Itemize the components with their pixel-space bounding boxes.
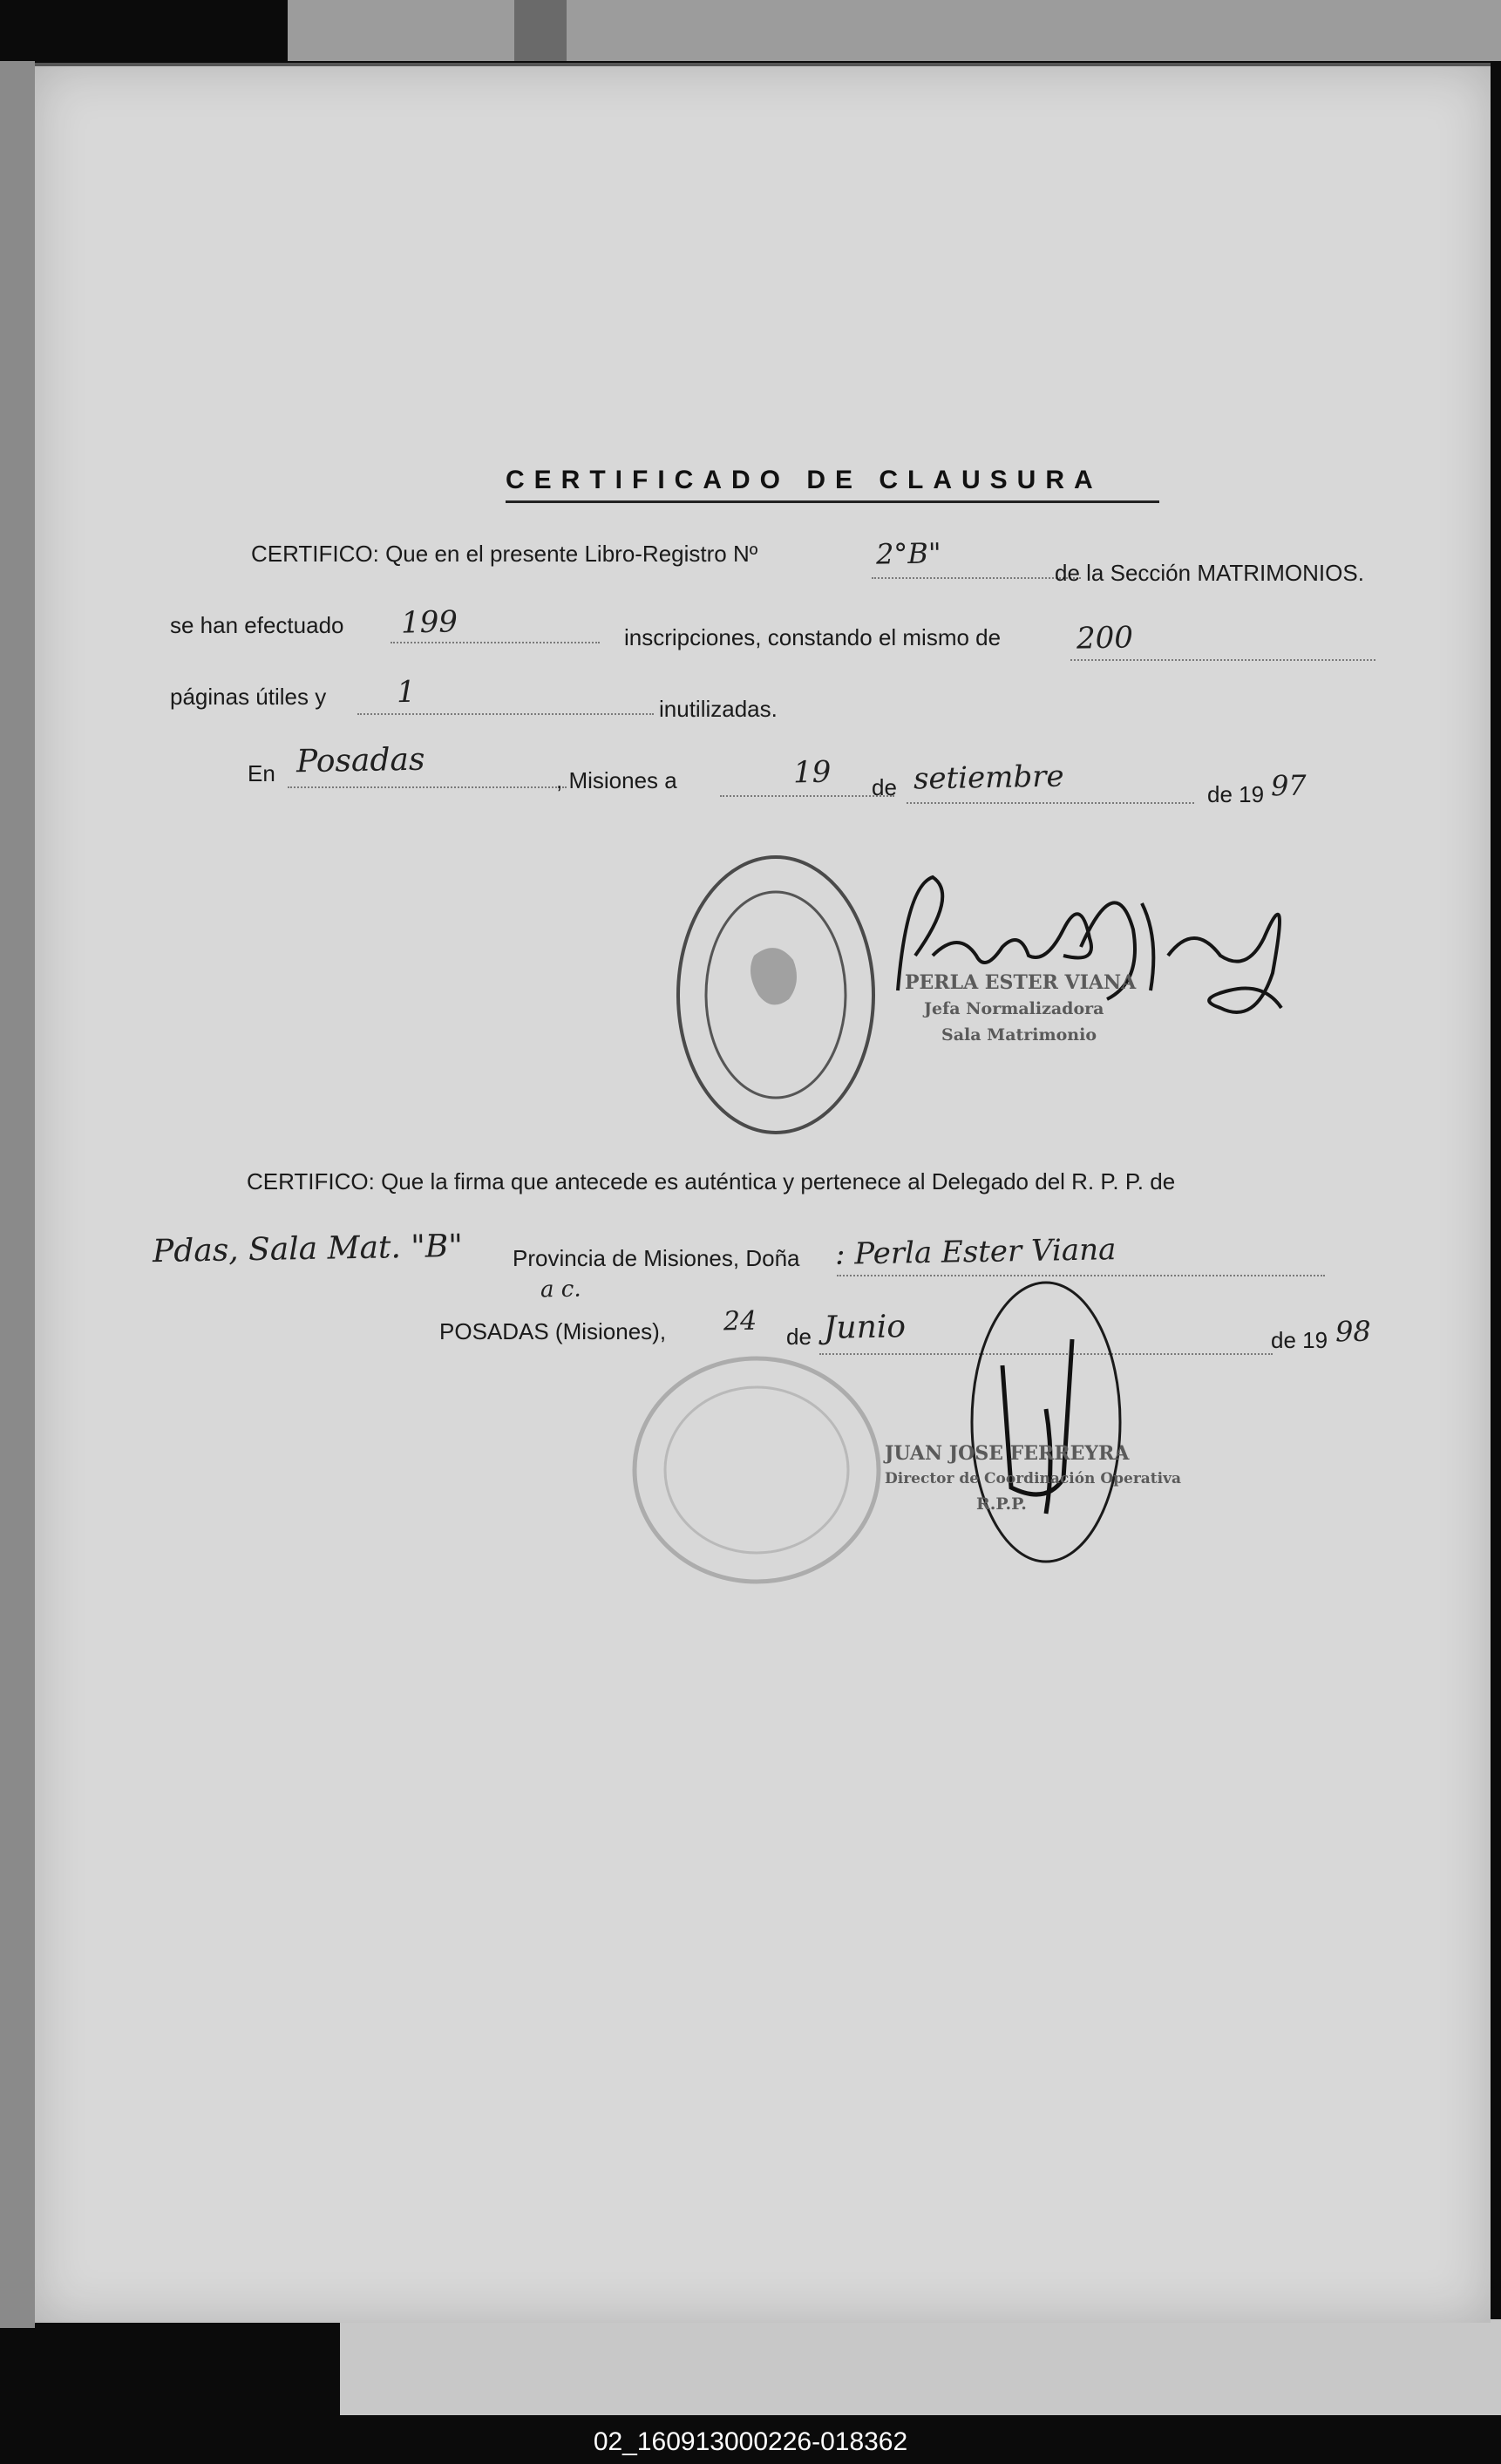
- inscripciones-underline: [391, 642, 600, 643]
- top-page-edge: [288, 0, 1501, 61]
- anio-label-1: de 19: [1207, 781, 1265, 807]
- signer2-role: Director de Coordinación Operativa: [885, 1470, 1182, 1487]
- paginas-value: 200: [1076, 620, 1134, 657]
- document-page: [35, 63, 1491, 2323]
- misiones-label: , Misiones a: [556, 767, 677, 793]
- inutilizadas-label: inutilizadas.: [659, 696, 778, 722]
- inutilizadas-underline: [357, 713, 654, 715]
- certifico-line-1: CERTIFICO: Que en el presente Libro-Registro Nº: [251, 541, 758, 567]
- ciudad-value: Posadas: [295, 741, 425, 780]
- en-label: En: [248, 760, 275, 786]
- inscripciones-label: inscripciones, constando el mismo de: [624, 624, 1002, 650]
- inutilizadas-value: 1: [396, 674, 416, 711]
- inscripciones-value: 199: [400, 604, 458, 641]
- efectuado-label: se han efectuado: [170, 612, 344, 638]
- signature-ferreyra: [950, 1269, 1159, 1601]
- anio-label-2: de 19: [1271, 1327, 1328, 1353]
- de-label-1: de: [872, 774, 897, 800]
- seccion-label: de la Sección MATRIMONIOS.: [1055, 560, 1364, 586]
- book-binding: [0, 61, 35, 2328]
- anio-value-1: 97: [1270, 768, 1307, 803]
- mes-value-2: Junio: [823, 1309, 907, 1346]
- libro-underline: [872, 577, 1081, 579]
- signer1-sala: Sala Matrimonio: [941, 1025, 1097, 1045]
- anio-value-2: 98: [1335, 1314, 1372, 1349]
- persona-sub-value: a c.: [540, 1276, 581, 1303]
- document-title: CERTIFICADO DE CLAUSURA: [506, 466, 1159, 503]
- signer1-role: Jefa Normalizadora: [924, 999, 1104, 1018]
- seal-registro-provincial: [671, 851, 880, 1139]
- signer1-name: PERLA ESTER VIANA: [905, 971, 1137, 994]
- mes-value: setiembre: [913, 759, 1064, 797]
- signer2-name: JUAN JOSE FERREYRA: [885, 1442, 1130, 1465]
- mes-underline: [907, 802, 1194, 804]
- oficina-value: Pdas, Sala Mat. "B": [152, 1228, 464, 1270]
- libro-value: 2°B": [875, 536, 941, 571]
- dia-value-2: 24: [723, 1305, 757, 1338]
- provincia-label: Provincia de Misiones, Doña: [513, 1245, 800, 1271]
- ciudad-underline: [288, 786, 567, 788]
- utiles-label: páginas útiles y: [170, 684, 327, 710]
- signer2-initials: R.P.P.: [976, 1494, 1027, 1514]
- paginas-underline: [1070, 659, 1375, 661]
- page-fold: [514, 0, 567, 61]
- dia-value: 19: [792, 754, 832, 791]
- under-page-edge: [340, 2319, 1501, 2415]
- posadas-label: POSADAS (Misiones),: [439, 1318, 667, 1344]
- persona-value: : Perla Ester Viana: [834, 1232, 1117, 1272]
- seal-faded: [626, 1348, 887, 1592]
- dia-underline: [720, 795, 894, 797]
- de-label-2: de: [786, 1324, 812, 1350]
- certifico-line-2: CERTIFICO: Que la firma que antecede es auténtica y pertenece al Delegado del R. P. P. de: [247, 1168, 1176, 1195]
- image-caption: 02_160913000226-018362: [593, 2427, 908, 2456]
